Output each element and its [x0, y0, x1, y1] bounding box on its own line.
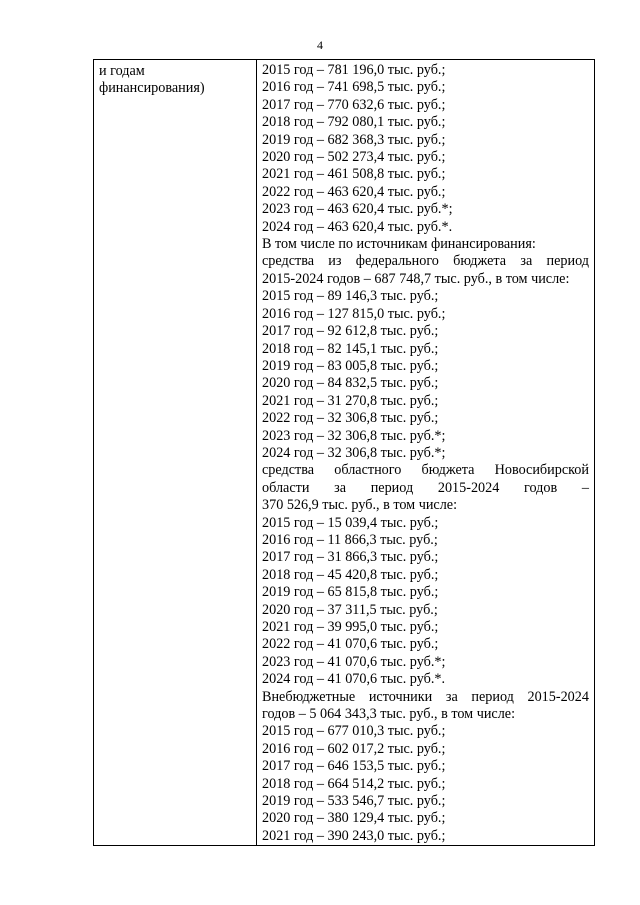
text-line: 2015-2024 годов – 687 748,7 тыс. руб., в том числе:: [262, 270, 570, 287]
word: средства: [262, 253, 315, 270]
extra-years-list: [262, 723, 589, 845]
word: период: [546, 253, 589, 270]
left-cell: [94, 60, 257, 846]
year-line: 2016 год – 741 698,5 тыс. руб.;: [262, 79, 446, 96]
year-line: 2017 год – 770 632,6 тыс. руб.;: [262, 96, 446, 113]
word: –: [581, 479, 589, 496]
text-line: 370 526,9 тыс. руб., в том числе:: [262, 497, 458, 514]
year-line: 2022 год – 41 070,6 тыс. руб.;: [262, 636, 439, 653]
year-line: 2020 год – 502 273,4 тыс. руб.;: [262, 149, 446, 166]
year-line: 2019 год – 533 546,7 тыс. руб.;: [262, 793, 446, 810]
year-line: 2018 год – 45 420,8 тыс. руб.;: [262, 566, 439, 583]
year-line: 2021 год – 31 270,8 тыс. руб.;: [262, 392, 439, 409]
word: Внебюджетные: [262, 688, 356, 705]
word: средства: [262, 462, 315, 479]
year-line: 2024 год – 32 306,8 тыс. руб.*;: [262, 444, 446, 461]
word: из: [328, 253, 342, 270]
year-line: 2021 год – 461 508,8 тыс. руб.;: [262, 166, 446, 183]
year-line: 2016 год – 602 017,2 тыс. руб.;: [262, 740, 446, 757]
justified-line: [262, 253, 589, 270]
year-line: 2020 год – 84 832,5 тыс. руб.;: [262, 375, 439, 392]
left-line-1: и годам: [99, 63, 145, 79]
year-line: 2015 год – 677 010,3 тыс. руб.;: [262, 723, 446, 740]
word: Новосибирской: [494, 462, 589, 479]
year-line: 2023 год – 41 070,6 тыс. руб.*;: [262, 653, 446, 670]
table-row: [94, 60, 595, 846]
financing-table: [93, 59, 595, 846]
year-line: 2015 год – 89 146,3 тыс. руб.;: [262, 288, 439, 305]
year-line: 2021 год – 390 243,0 тыс. руб.;: [262, 827, 446, 844]
right-cell-text: [257, 60, 594, 845]
word: за: [334, 479, 347, 496]
year-line: 2017 год – 92 612,8 тыс. руб.;: [262, 323, 439, 340]
word: бюджета: [453, 253, 507, 270]
word: за: [520, 253, 533, 270]
total-years-list: [262, 62, 589, 236]
word: период: [471, 688, 514, 705]
year-line: 2018 год – 82 145,1 тыс. руб.;: [262, 340, 439, 357]
year-line: 2019 год – 682 368,3 тыс. руб.;: [262, 131, 446, 148]
year-line: 2017 год – 31 866,3 тыс. руб.;: [262, 549, 439, 566]
word: бюджета: [421, 462, 475, 479]
word: 2015-2024: [437, 479, 500, 496]
word: период: [370, 479, 414, 496]
federal-intro: [262, 253, 589, 288]
regional-years-list: [262, 515, 589, 689]
federal-years-list: [262, 288, 589, 462]
year-line: 2023 год – 32 306,8 тыс. руб.*;: [262, 427, 446, 444]
year-line: 2019 год – 65 815,8 тыс. руб.;: [262, 584, 439, 601]
year-line: 2016 год – 127 815,0 тыс. руб.;: [262, 305, 446, 322]
year-line: 2022 год – 32 306,8 тыс. руб.;: [262, 410, 439, 427]
year-line: 2024 год – 463 620,4 тыс. руб.*.: [262, 218, 453, 235]
word: источники: [368, 688, 433, 705]
year-line: 2020 год – 37 311,5 тыс. руб.;: [262, 601, 438, 618]
left-line-2: финансирования): [99, 80, 205, 97]
year-line: 2015 год – 15 039,4 тыс. руб.;: [262, 514, 439, 531]
word: федерального: [355, 253, 439, 270]
word: за: [445, 688, 458, 705]
justified-line: [262, 462, 589, 479]
year-line: 2023 год – 463 620,4 тыс. руб.*;: [262, 201, 453, 218]
word: области: [262, 479, 310, 496]
year-line: 2018 год – 792 080,1 тыс. руб.;: [262, 114, 446, 131]
year-line: 2016 год – 11 866,3 тыс. руб.;: [262, 531, 438, 548]
text-line: годов – 5 064 343,3 тыс. руб., в том числе:: [262, 706, 516, 723]
left-cell-text: [94, 60, 256, 98]
sources-heading: В том числе по источникам финансирования:: [262, 236, 536, 253]
year-line: 2019 год – 83 005,8 тыс. руб.;: [262, 357, 439, 374]
year-line: 2021 год – 39 995,0 тыс. руб.;: [262, 619, 439, 635]
extra-intro: [262, 689, 589, 724]
right-cell: [257, 60, 595, 846]
word: годов: [524, 479, 558, 496]
year-line: 2015 год – 781 196,0 тыс. руб.;: [262, 62, 446, 78]
justified-line: [262, 480, 589, 497]
word: областного: [334, 462, 402, 479]
year-line: 2017 год – 646 153,5 тыс. руб.;: [262, 758, 446, 775]
page-number: 4: [317, 38, 323, 52]
word: 2015-2024: [527, 688, 589, 705]
year-line: 2020 год – 380 129,4 тыс. руб.;: [262, 810, 446, 827]
justified-line: [262, 689, 589, 706]
year-line: 2024 год – 41 070,6 тыс. руб.*.: [262, 671, 446, 688]
year-line: 2022 год – 463 620,4 тыс. руб.;: [262, 183, 446, 200]
year-line: 2018 год – 664 514,2 тыс. руб.;: [262, 775, 446, 792]
regional-intro: [262, 462, 589, 514]
